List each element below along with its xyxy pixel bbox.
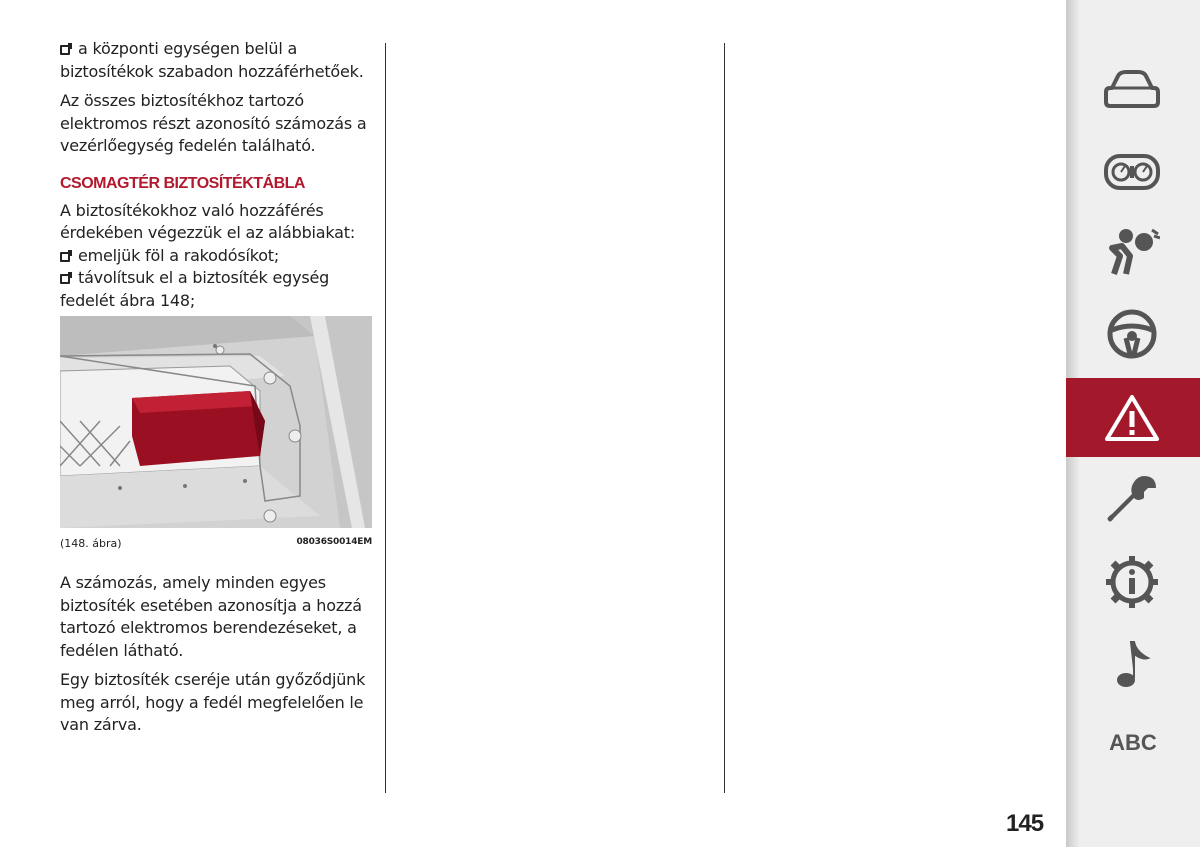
airbag-icon[interactable] <box>1100 226 1164 278</box>
music-note-icon[interactable] <box>1100 638 1164 690</box>
page-number: 145 <box>1006 810 1044 837</box>
section-heading: CSOMAGTÉR BIZTOSÍTÉKTÁBLA <box>60 174 305 192</box>
fuse-box-drawing <box>60 316 372 528</box>
figure-label: (148. ábra) <box>60 537 122 550</box>
paragraph-1: Az összes biztosítékhoz tartozó elektromos részt azonosító számozás a vezérlőegység fedelén található. <box>60 91 367 155</box>
figure-caption <box>60 537 372 550</box>
column-divider-1 <box>385 43 386 793</box>
paragraph-3: A számozás, amely minden egyes biztosíték esetében azonosítja a hozzá tartozó elektromos berendezéseket, a fedélen látható. <box>60 573 362 660</box>
steering-wheel-icon[interactable] <box>1100 308 1164 360</box>
text-column-bottom <box>60 572 378 744</box>
warning-triangle-icon[interactable] <box>1100 392 1164 444</box>
text-column-top <box>60 38 378 319</box>
abc-index-tab[interactable]: ABC <box>1109 730 1157 755</box>
checkbox-bullet-icon <box>60 45 70 55</box>
figure-code: 08036S0014EM <box>296 537 372 547</box>
checkbox-bullet-icon <box>60 274 70 284</box>
fuse-box-illustration <box>60 316 372 528</box>
wrench-icon[interactable] <box>1100 474 1164 526</box>
paragraph-2: A biztosítékokhoz való hozzáférés érdekében végezzük el az alábbiakat: <box>60 200 356 242</box>
column-divider-2 <box>724 43 725 793</box>
bullet-item-3: távolítsuk el a biztosíték egység fedelét ábra 148; <box>60 268 330 310</box>
checkbox-bullet-icon <box>60 252 70 262</box>
info-gear-icon[interactable] <box>1100 556 1164 608</box>
paragraph-4: Egy biztosíték cseréje után győződjünk meg arról, hogy a fedél megfelelően le van zárva. <box>60 670 366 734</box>
dashboard-icon[interactable] <box>1100 146 1164 198</box>
bullet-item-2: emeljük föl a rakodósíkot; <box>60 245 378 268</box>
bullet-item-1: a központi egységen belül a biztosítékok szabadon hozzáférhetőek. <box>60 39 364 81</box>
car-icon[interactable] <box>1100 62 1164 114</box>
